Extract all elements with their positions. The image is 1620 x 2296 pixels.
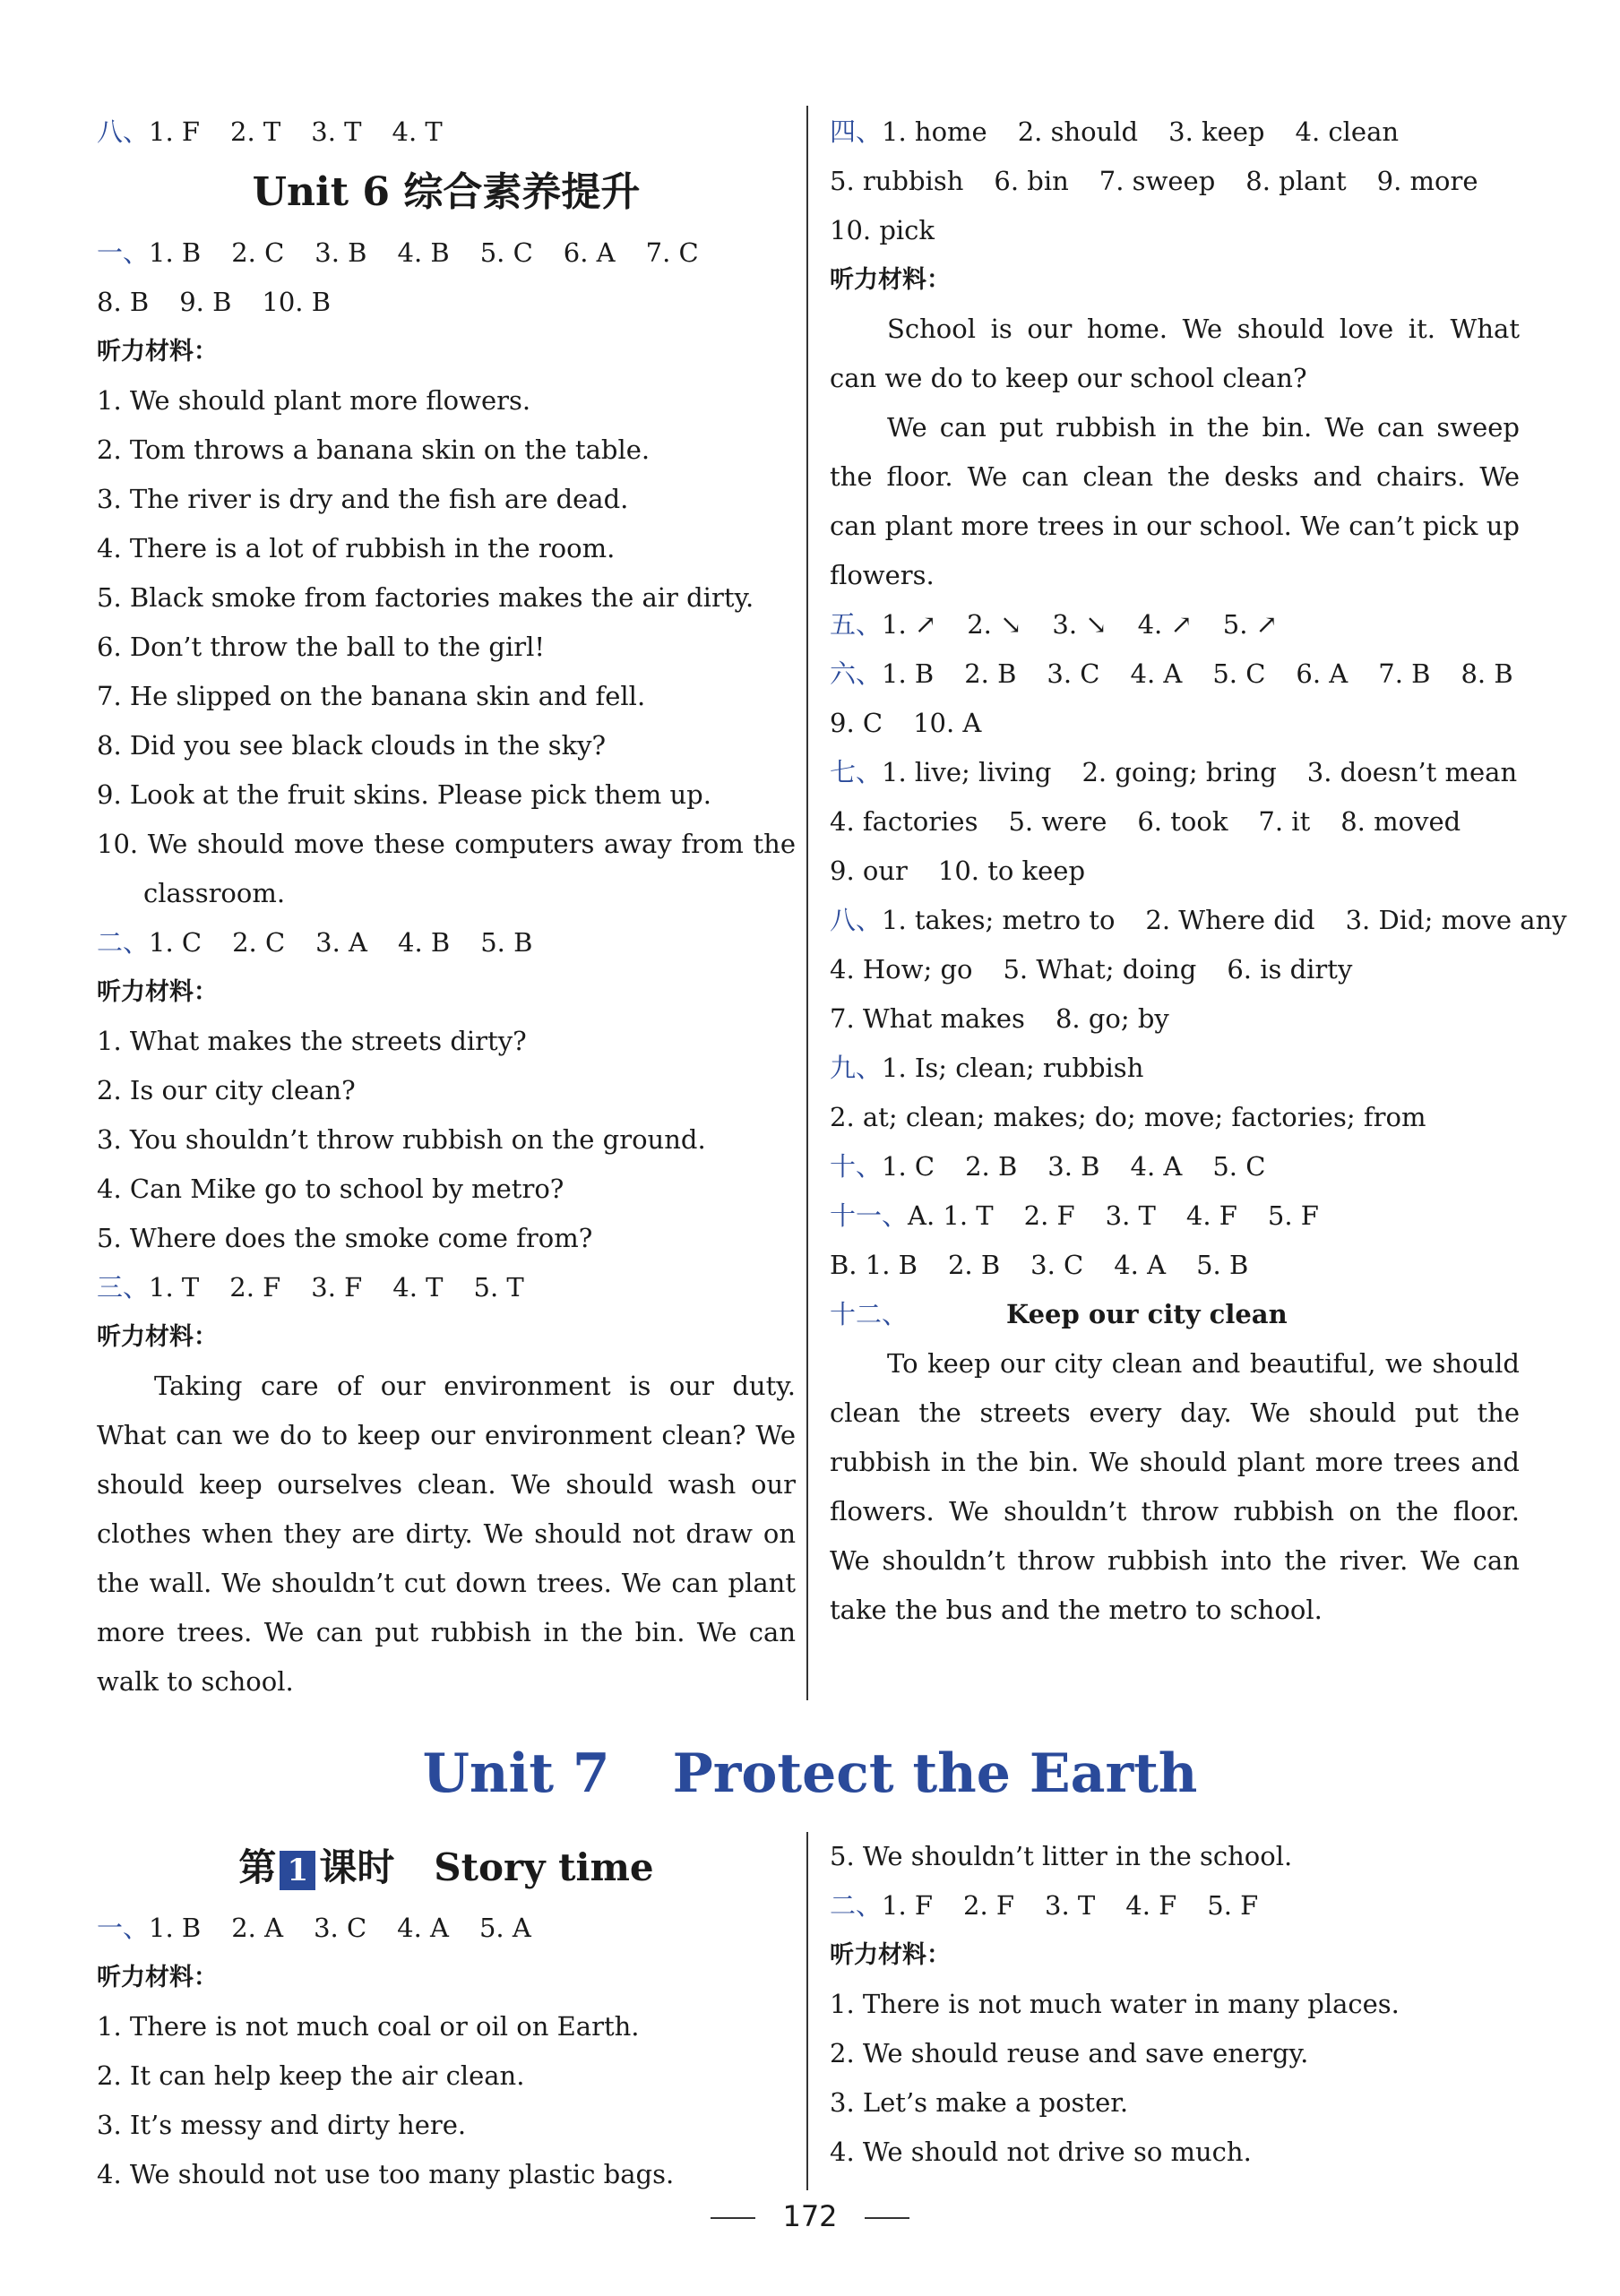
answer: 4. A [397,1913,449,1943]
answer: 4. How; go [830,954,973,985]
answer: 4. factories [830,806,978,837]
answer: 6. is dirty [1227,954,1353,985]
essay-paragraph: To keep our city clean and beautiful, we should clean the streets every day. We should put the rubbish in the bin. We should plant more trees and flowers. We shouldn’t throw rubbish on the floor. We shouldn’t throw rubbish into the river. We can take the bus and the metro to school. [830,1348,1520,1625]
answer: 1. F [882,1890,934,1921]
section-number: 八、 [97,116,150,147]
answer: 9. more [1376,166,1478,196]
bottom-right-column [830,1832,1520,2177]
answer: 9. C [830,708,883,738]
answer-line [830,206,1520,255]
answer: 1. takes; metro to [882,905,1116,935]
lesson-prefix: 第 [238,1845,277,1889]
unit7-heading [0,1733,1620,1814]
answer-line [830,1290,1520,1339]
answer: 3. F [311,1272,363,1303]
answer: 4. ↗ [1137,609,1193,640]
answer: 8. plant [1245,166,1347,196]
answer: 3. C [1047,658,1100,689]
answer: 4. A [1130,658,1183,689]
answer: 1. Is; clean; rubbish [882,1053,1144,1083]
answer: 6. A [1296,658,1349,689]
lesson-name: Story time [434,1845,654,1889]
answer: 2. A [231,1913,284,1943]
answer: 5. C [479,237,533,268]
answer: 2. B [965,1151,1018,1182]
answer-line [830,797,1520,847]
right-column [830,107,1567,1635]
answer: 1. C [882,1151,935,1182]
script-paragraph: School is our home. We should love it. What can we do to keep our school clean? [830,314,1520,393]
answer: 8. moved [1340,806,1461,837]
answer: 8. B [1461,658,1513,689]
answer: 4. B [398,927,451,958]
script-line: 1. What makes the streets dirty? [97,1026,527,1056]
answer: 2. T [230,116,281,147]
unit7-number: Unit 7 [422,1742,610,1805]
answer: 3. ↘ [1052,609,1107,640]
essay-title: Keep our city clean [1006,1299,1288,1329]
script-line: 4. We should not use too many plastic bags. [97,2159,675,2189]
section-number: 九、 [830,1053,883,1083]
script-line: 2. We should reuse and save energy. [830,2038,1309,2068]
script-line: 2. It can help keep the air clean. [97,2060,525,2091]
answer: 3. B [1047,1151,1100,1182]
answer-line [830,649,1520,699]
answer: 2. F [229,1272,281,1303]
answer: 1. live; living [882,757,1052,787]
answer: 5. C [1212,1151,1266,1182]
script-line: 1. There is not much water in many places. [830,1989,1400,2019]
answer: 4. T [392,116,443,147]
answer-line [830,1142,1520,1191]
answer: 1. home [882,116,987,147]
answer: 10. A [913,708,982,738]
answer-line [830,945,1520,994]
answer: 10. B [262,287,332,317]
left-column [97,107,796,1707]
listening-label: 听力材料： [97,1323,218,1351]
section-number: 十二、 [830,1299,909,1329]
answer: 2. should [1017,116,1139,147]
answer: 4. clean [1295,116,1400,147]
answer: 5. rubbish [830,166,964,196]
answer-line [830,748,1520,797]
script-line: 4. There is a lot of rubbish in the room. [97,533,616,563]
answer: 2. C [232,927,286,958]
column-divider-top [806,106,808,1700]
script-line: 10. We should move these computers away from the classroom. [97,829,796,908]
script-paragraph: We can put rubbish in the bin. We can sweep the floor. We can clean the desks and chairs. We can plant more trees in our school. We can’t pick up flowers. [830,412,1520,590]
answer: 1. C [149,927,202,958]
answer: 5. ↗ [1222,609,1278,640]
answer-line [830,847,1520,896]
answer-line [830,896,1567,945]
page-number [0,2199,1620,2233]
answer: 6. A [563,237,616,268]
answer: 7. B [1378,658,1431,689]
answer: 1. T [149,1272,200,1303]
answer: 9. our [830,856,908,886]
answer: 2. B [947,1250,1001,1280]
answer: 1. F [149,116,201,147]
answer: 5. T [473,1272,524,1303]
section-number: 六、 [830,658,883,689]
column-divider-bottom [806,1832,808,2190]
answer-line [830,994,1520,1044]
section-number: 八、 [830,905,883,935]
script-line: 4. Can Mike go to school by metro? [97,1174,564,1204]
answer: 7. C [645,237,699,268]
answer: 5. B [480,927,533,958]
answer-line [830,1881,1520,1931]
answer: 2. Where did [1145,905,1315,935]
answer: 4. B [397,237,450,268]
answer: 3. T [311,116,362,147]
answer: 5. were [1008,806,1107,837]
answer: 4. A [1114,1250,1167,1280]
answer: 5. C [1212,658,1266,689]
answer: 1. B [149,1913,202,1943]
answer-line [97,228,796,278]
section-number: 一、 [97,1913,150,1943]
script-line: 4. We should not drive so much. [830,2137,1252,2167]
listening-label: 听力材料： [97,1964,218,1991]
script-line: 2. Tom throws a banana skin on the table. [97,434,651,465]
answer: 3. keep [1168,116,1265,147]
answer-line: 2. at; clean; makes; do; move; factories; from [830,1102,1426,1132]
answer: 2. F [1023,1200,1075,1231]
answer: 3. B [315,237,367,268]
script-line: 6. Don’t throw the ball to the girl! [97,632,546,662]
answer-line [830,699,1520,748]
answer-line [97,1263,796,1312]
answer: 3. T [1105,1200,1156,1231]
answer: 2. F [963,1890,1015,1921]
answer: 3. T [1045,1890,1096,1921]
script-line: 3. Let’s make a poster. [830,2087,1129,2118]
answer: 2. B [964,658,1017,689]
script-line: 9. Look at the fruit skins. Please pick them up. [97,779,711,810]
answer: 4. A [1130,1151,1183,1182]
answer: B. 1. B [830,1250,918,1280]
answer-line [97,918,796,967]
answer-line [830,600,1520,649]
section-number: 二、 [97,927,150,958]
script-line: 5. We shouldn’t litter in the school. [830,1841,1293,1871]
answer-line [830,1191,1520,1241]
script-paragraph: Taking care of our environment is our duty. What can we do to keep our environment clean? We should keep ourselves clean. We should wash our clothes when they are dirty. We should not draw on the wall. We shouldn’t cut down trees. We can plant more trees. We can put rubbish in the bin. We can walk to school. [97,1371,796,1697]
section-number: 五、 [830,609,883,640]
answer: 4. F [1125,1890,1177,1921]
section-number: 七、 [830,757,883,787]
answer: 7. it [1258,806,1311,837]
script-line: 3. It’s messy and dirty here. [97,2110,467,2140]
answer: 8. B [97,287,150,317]
answer-line [97,1904,796,1953]
script-line: 3. The river is dry and the fish are dead. [97,484,629,514]
section-number: 三、 [97,1272,150,1303]
section-number: 二、 [830,1890,883,1921]
listening-label: 听力材料： [97,338,218,365]
answer: 3. C [314,1913,367,1943]
answer: 5. F [1267,1200,1319,1231]
script-line: 2. Is our city clean? [97,1075,356,1105]
answer: 4. F [1185,1200,1237,1231]
answer: 5. B [1196,1250,1249,1280]
answer: 3. C [1030,1250,1084,1280]
script-line: 3. You shouldn’t throw rubbish on the ground. [97,1124,706,1155]
answer: 5. What; doing [1003,954,1197,985]
lesson-title [97,1832,796,1904]
answer-line [97,107,796,157]
listening-label: 听力材料： [830,1941,951,1969]
answer: 6. took [1137,806,1228,837]
answer: 7. sweep [1099,166,1216,196]
answer: 2. going; bring [1081,757,1277,787]
listening-label: 听力材料： [97,978,218,1006]
lesson-number-badge: 1 [280,1851,315,1890]
script-line: 1. We should plant more flowers. [97,385,531,416]
unit6-title: Unit 6 综合素养提升 [252,169,641,215]
answer: 5. A [478,1913,531,1943]
answer: 3. Did; move any [1345,905,1567,935]
answer: 1. B [149,237,202,268]
section-number: 十、 [830,1151,883,1182]
answer: 10. pick [830,215,935,245]
section-number: 一、 [97,237,150,268]
answer: 6. bin [994,166,1069,196]
answer-line [830,157,1520,206]
answer: 1. B [882,658,935,689]
answer: A. 1. T [908,1200,994,1231]
answer: 9. B [179,287,232,317]
answer-line [97,278,796,327]
lesson-suffix: 课时 [319,1845,395,1889]
section-number: 四、 [830,116,883,147]
answer: 7. What makes [830,1003,1025,1034]
answer-line [830,107,1520,157]
answer-line [830,1044,1520,1093]
page-number-text: 172 [782,2199,838,2233]
answer: 2. C [231,237,285,268]
answer: 5. F [1207,1890,1259,1921]
script-line: 5. Where does the smoke come from? [97,1223,593,1253]
listening-label: 听力材料： [830,266,951,294]
unit7-title: Protect the Earth [672,1742,1198,1805]
answer: 1. ↗ [882,609,937,640]
answer: 8. go; by [1055,1003,1169,1034]
script-line: 7. He slipped on the banana skin and fell. [97,681,646,711]
answer: 10. to keep [937,856,1086,886]
answer: 2. ↘ [967,609,1022,640]
section-number: 十一、 [830,1200,909,1231]
bottom-left-column [97,1832,796,2199]
script-line: 8. Did you see black clouds in the sky? [97,730,607,761]
answer: 3. A [315,927,368,958]
answer-line [830,1241,1520,1290]
script-line: 1. There is not much coal or oil on Earth. [97,2011,640,2042]
script-line: 5. Black smoke from factories makes the air dirty. [97,582,754,613]
answer: 3. doesn’t mean [1306,757,1518,787]
answer: 4. T [392,1272,444,1303]
